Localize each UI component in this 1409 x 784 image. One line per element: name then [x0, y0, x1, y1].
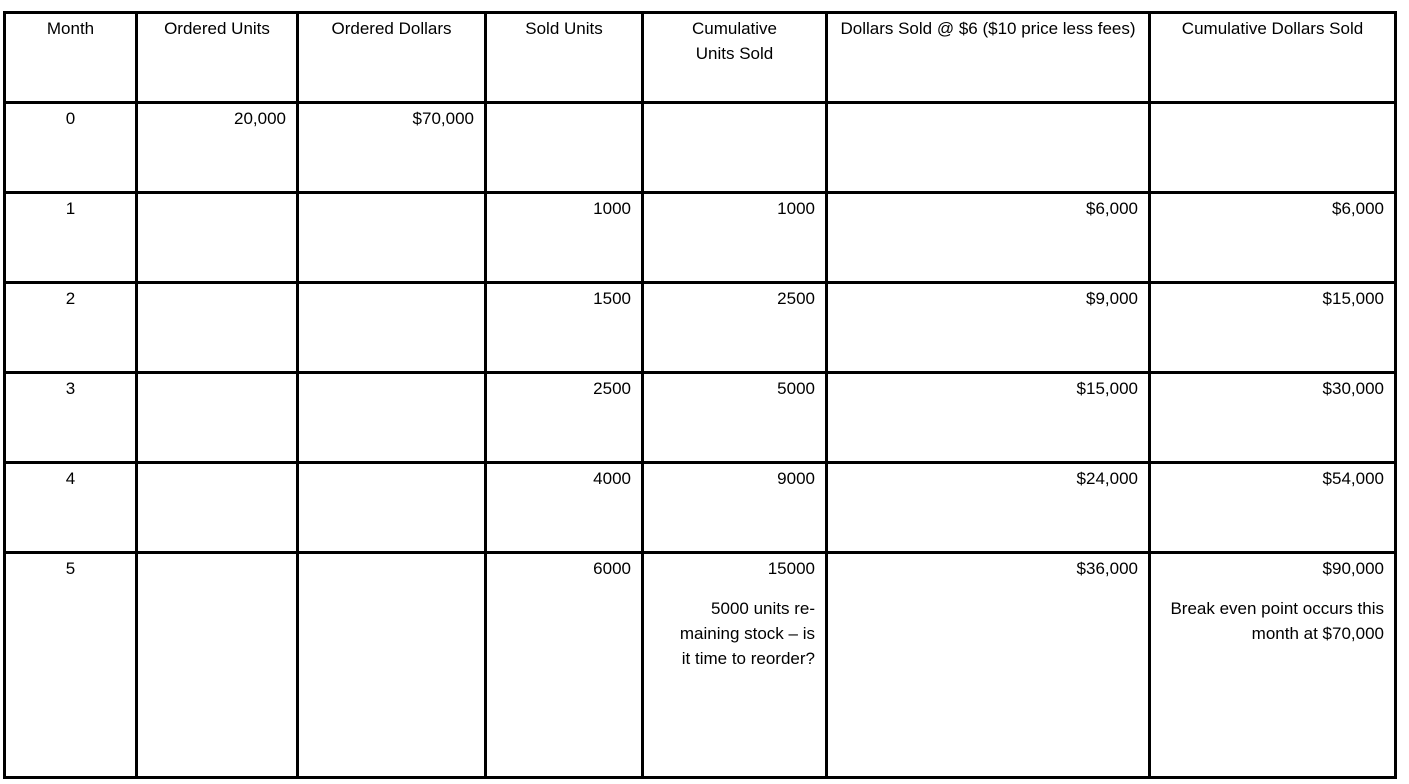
- header-cumulative-dollars-sold: Cumulative Dollars Sold: [1150, 13, 1396, 103]
- cell-ordered-dollars: [298, 553, 486, 778]
- cell-dollars-sold: $9,000: [827, 283, 1150, 373]
- cell-ordered-dollars: [298, 463, 486, 553]
- break-even-note: Break even point occurs this month at $70,000: [1170, 599, 1384, 643]
- table-row: [5, 283, 1396, 373]
- table-row: [5, 373, 1396, 463]
- table-row: [5, 553, 1396, 778]
- cell-cumulative-dollars: [1150, 103, 1396, 193]
- cell-cumulative-dollars: $54,000: [1150, 463, 1396, 553]
- cell-month: 4: [5, 463, 137, 553]
- header-sold-units: Sold Units: [486, 13, 643, 103]
- cell-cumulative-dollars: $15,000: [1150, 283, 1396, 373]
- sales-table-container: [3, 11, 1396, 776]
- cell-cumulative-units-with-note: [643, 553, 827, 778]
- sales-table: [3, 11, 1397, 779]
- header-dollars-sold: Dollars Sold @ $6 ($10 price less fees): [827, 13, 1150, 103]
- header-month: Month: [5, 13, 137, 103]
- cell-month: 5: [5, 553, 137, 778]
- cell-ordered-dollars: [298, 373, 486, 463]
- cell-ordered-units: [137, 463, 298, 553]
- header-row: [5, 13, 1396, 103]
- cell-cumulative-units: 9000: [643, 463, 827, 553]
- cell-cumulative-dollars-with-note: [1150, 553, 1396, 778]
- header-ordered-units: Ordered Units: [137, 13, 298, 103]
- cell-dollars-sold: $24,000: [827, 463, 1150, 553]
- reorder-note: 5000 units re-maining stock – is it time to reorder?: [679, 599, 815, 668]
- cell-ordered-dollars: [298, 193, 486, 283]
- header-ordered-dollars: Ordered Dollars: [298, 13, 486, 103]
- cell-cumulative-units: 1000: [643, 193, 827, 283]
- table-row: [5, 103, 1396, 193]
- cell-month: 3: [5, 373, 137, 463]
- cell-sold-units: 2500: [486, 373, 643, 463]
- cell-dollars-sold: $15,000: [827, 373, 1150, 463]
- cell-cumulative-units: 2500: [643, 283, 827, 373]
- table-row: [5, 193, 1396, 283]
- header-cumulative-units-sold: Cumulative Units Sold: [643, 13, 827, 103]
- cell-cumulative-dollars-value: $90,000: [1322, 559, 1384, 578]
- cell-ordered-units: [137, 283, 298, 373]
- cell-ordered-dollars: [298, 283, 486, 373]
- cell-sold-units: 1000: [486, 193, 643, 283]
- cell-ordered-units: 20,000: [137, 103, 298, 193]
- cell-ordered-units: [137, 553, 298, 778]
- cell-month: 1: [5, 193, 137, 283]
- cell-month: 2: [5, 283, 137, 373]
- cell-month: 0: [5, 103, 137, 193]
- cell-ordered-units: [137, 193, 298, 283]
- cell-cumulative-units: 5000: [643, 373, 827, 463]
- cell-sold-units: [486, 103, 643, 193]
- cell-dollars-sold: $36,000: [827, 553, 1150, 778]
- cell-ordered-units: [137, 373, 298, 463]
- cell-cumulative-units-value: 15000: [767, 559, 815, 578]
- cell-ordered-dollars: $70,000: [298, 103, 486, 193]
- cell-sold-units: 4000: [486, 463, 643, 553]
- cell-sold-units: 6000: [486, 553, 643, 778]
- table-row: [5, 463, 1396, 553]
- cell-dollars-sold: $6,000: [827, 193, 1150, 283]
- cell-cumulative-dollars: $30,000: [1150, 373, 1396, 463]
- cell-cumulative-dollars: $6,000: [1150, 193, 1396, 283]
- cell-sold-units: 1500: [486, 283, 643, 373]
- cell-cumulative-units: [643, 103, 827, 193]
- cell-dollars-sold: [827, 103, 1150, 193]
